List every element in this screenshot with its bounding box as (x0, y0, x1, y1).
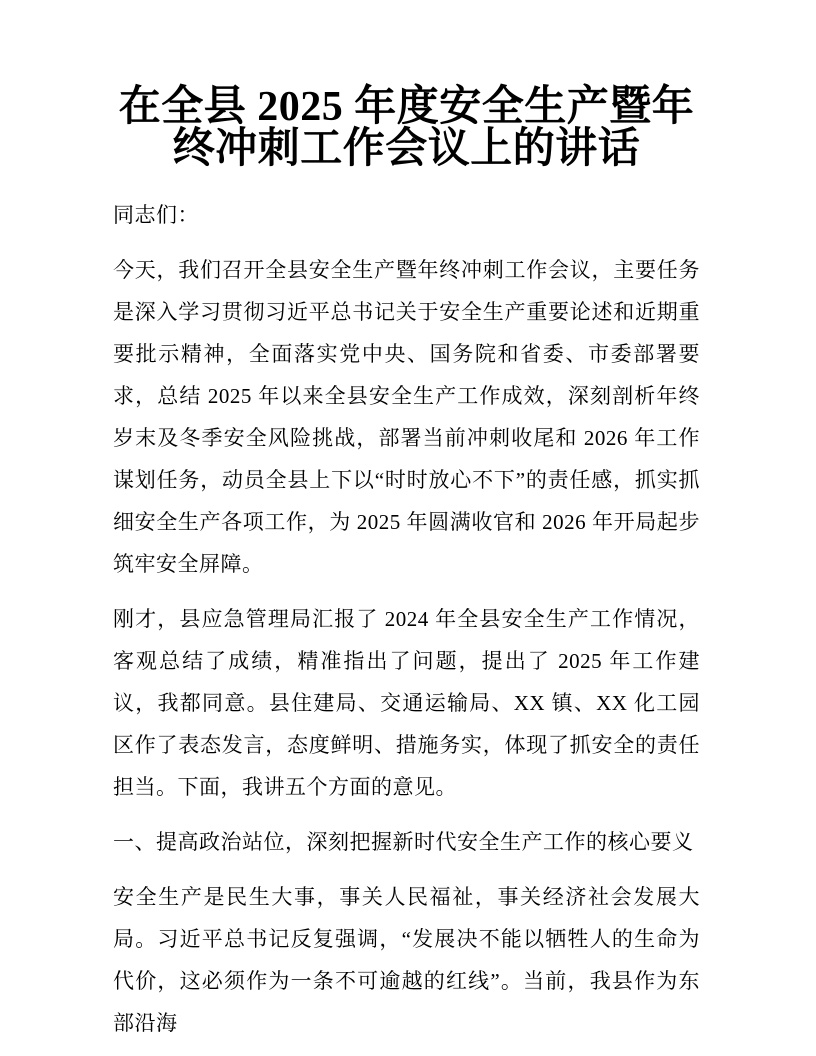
document-title: 在全县 2025 年度安全生产暨年终冲刺工作会议上的讲话 (118, 84, 695, 172)
paragraph-briefing-summary: 刚才，县应急管理局汇报了 2024 年全县安全生产工作情况，客观总结了成绩，精准指出了问题，提出了 2025 年工作建议，我都同意。县住建局、交通运输局、XX 镇、XX 化工园区作了表态发言，态度鲜明、措施务实，体现了抓安全的责任担当。下面，我讲五个方面的意见。 (113, 607, 700, 799)
salutation: 同志们： (113, 203, 199, 227)
paragraph-section-one-body: 安全生产是民生大事，事关人民福祉，事关经济社会发展大局。习近平总书记反复强调，“发展决不能以牺牲人的生命为代价，这必须作为一条不可逾越的红线”。当前，我县作为东部沿海 (113, 885, 700, 1035)
paragraph-opening: 今天，我们召开全县安全生产暨年终冲刺工作会议，主要任务是深入学习贯彻习近平总书记关于安全生产重要论述和近期重要批示精神，全面落实党中央、国务院和省委、市委部署要求，总结 2025 年以来全县安全生产工作成效，深刻剖析年终岁末及冬季安全风险挑战，部署当前冲刺收尾和 2026 年工作谋划任务，动员全县上下以“时时放心不下”的责任感，抓实抓细安全生产各项工作，为 2025 年圆满收官和 2026 年开局起步筑牢安全屏障。 (113, 258, 700, 576)
section-heading-one: 一、提高政治站位，深刻把握新时代安全生产工作的核心要义 (113, 830, 694, 854)
